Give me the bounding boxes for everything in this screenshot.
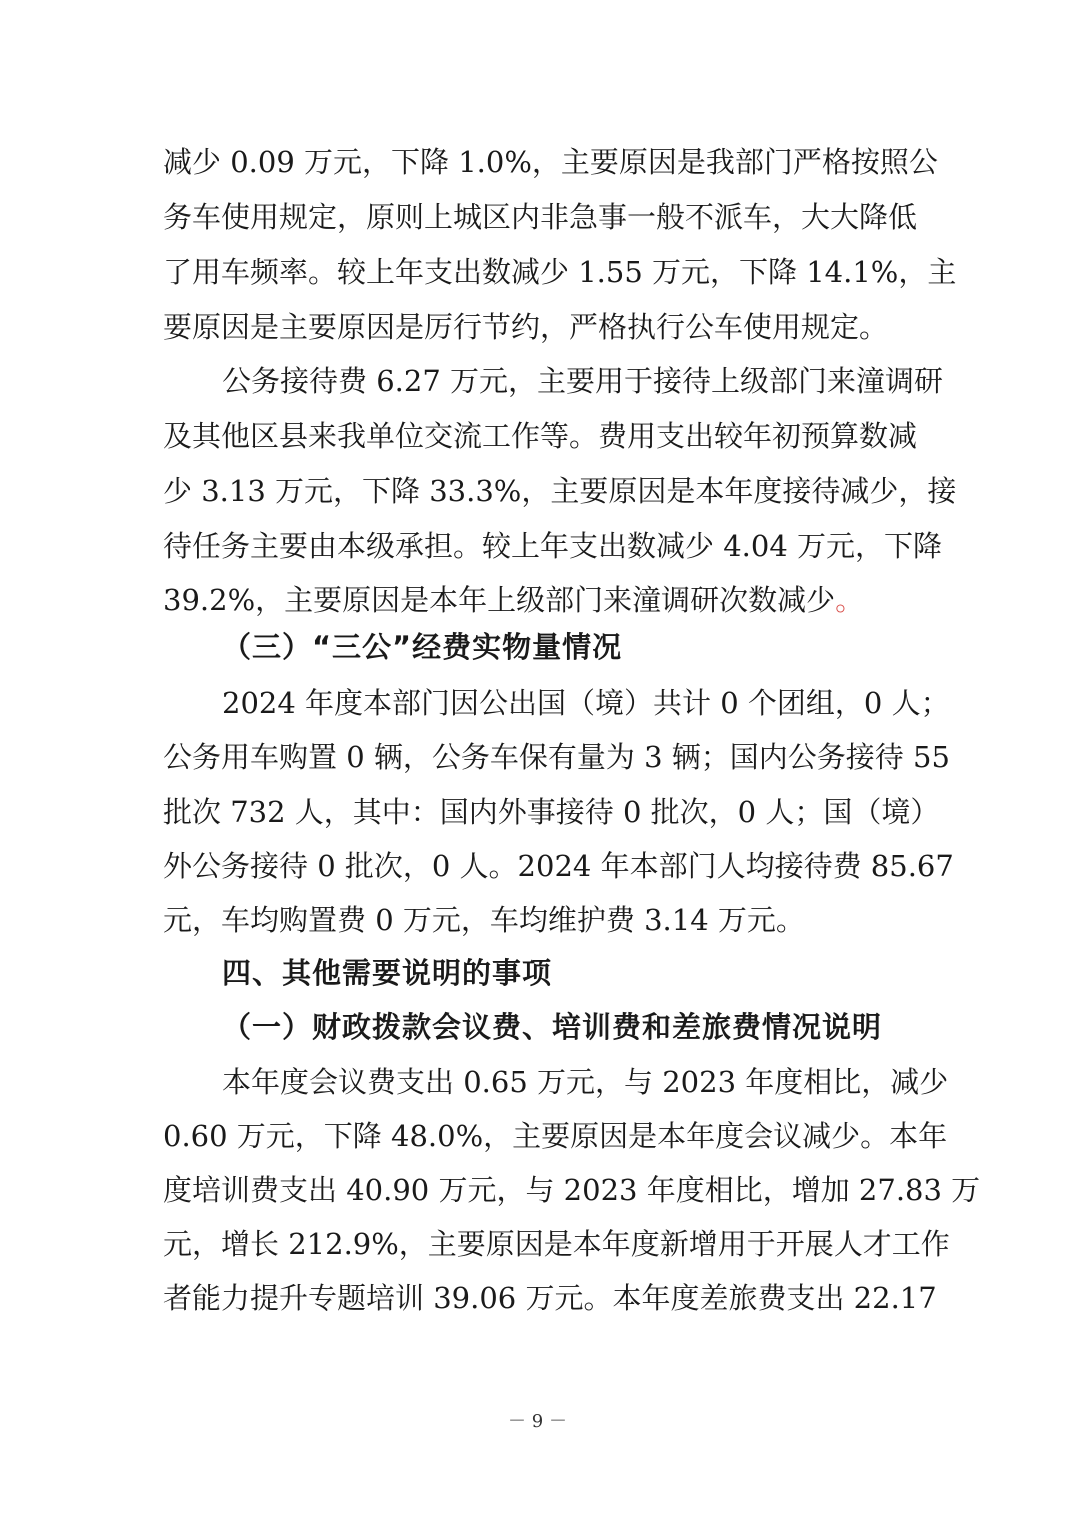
paragraph-line: 元，增长 212.9%，主要原因是本年度新增用于开展人才工作 — [163, 1227, 950, 1261]
paragraph-line: 及其他区县来我单位交流工作等。费用支出较年初预算数减 — [163, 419, 918, 453]
paragraph-line: 者能力提升专题培训 39.06 万元。本年度差旅费支出 22.17 — [163, 1281, 937, 1315]
paragraph-line: 度培训费支出 40.90 万元，与 2023 年度相比，增加 27.83 万 — [163, 1173, 981, 1207]
paragraph-line: 了用车频率。较上年支出数减少 1.55 万元，下降 14.1%，主 — [163, 255, 957, 289]
punctuation-mark: 。 — [835, 583, 865, 617]
paragraph-line: 务车使用规定，原则上城区内非急事一般不派车，大大降低 — [163, 200, 918, 234]
paragraph-line: 外公务接待 0 批次，0 人。2024 年本部门人均接待费 85.67 — [163, 849, 954, 883]
paragraph-line: 0.60 万元，下降 48.0%，主要原因是本年度会议减少。本年 — [163, 1119, 948, 1153]
paragraph-text: 39.2%，主要原因是本年上级部门来潼调研次数减少 — [163, 583, 836, 617]
paragraph-line: 待任务主要由本级承担。较上年支出数减少 4.04 万元，下降 — [163, 529, 943, 563]
section-heading: （三）“三公”经费实物量情况 — [222, 630, 623, 664]
paragraph-line: 批次 732 人，其中：国内外事接待 0 批次，0 人；国（境） — [163, 795, 940, 829]
paragraph-line: 减少 0.09 万元，下降 1.0%，主要原因是我部门严格按照公 — [163, 145, 938, 179]
section-heading: 四、其他需要说明的事项 — [222, 956, 553, 990]
subsection-heading: （一）财政拨款会议费、培训费和差旅费情况说明 — [222, 1010, 883, 1044]
page-number: － 9 － — [508, 1411, 567, 1432]
paragraph-line: 要原因是主要原因是厉行节约，严格执行公车使用规定。 — [163, 310, 889, 344]
paragraph-line — [163, 580, 864, 620]
paragraph-line: 公务接待费 6.27 万元，主要用于接待上级部门来潼调研 — [222, 364, 944, 398]
paragraph-line: 元，车均购置费 0 万元，车均维护费 3.14 万元。 — [163, 903, 805, 937]
paragraph-line: 少 3.13 万元，下降 33.3%，主要原因是本年度接待减少，接 — [163, 474, 957, 508]
paragraph-line: 2024 年度本部门因公出国（境）共计 0 个团组，0 人； — [222, 686, 950, 720]
paragraph-line: 本年度会议费支出 0.65 万元，与 2023 年度相比，减少 — [222, 1065, 949, 1099]
paragraph-line: 公务用车购置 0 辆，公务车保有量为 3 辆；国内公务接待 55 — [163, 740, 950, 774]
